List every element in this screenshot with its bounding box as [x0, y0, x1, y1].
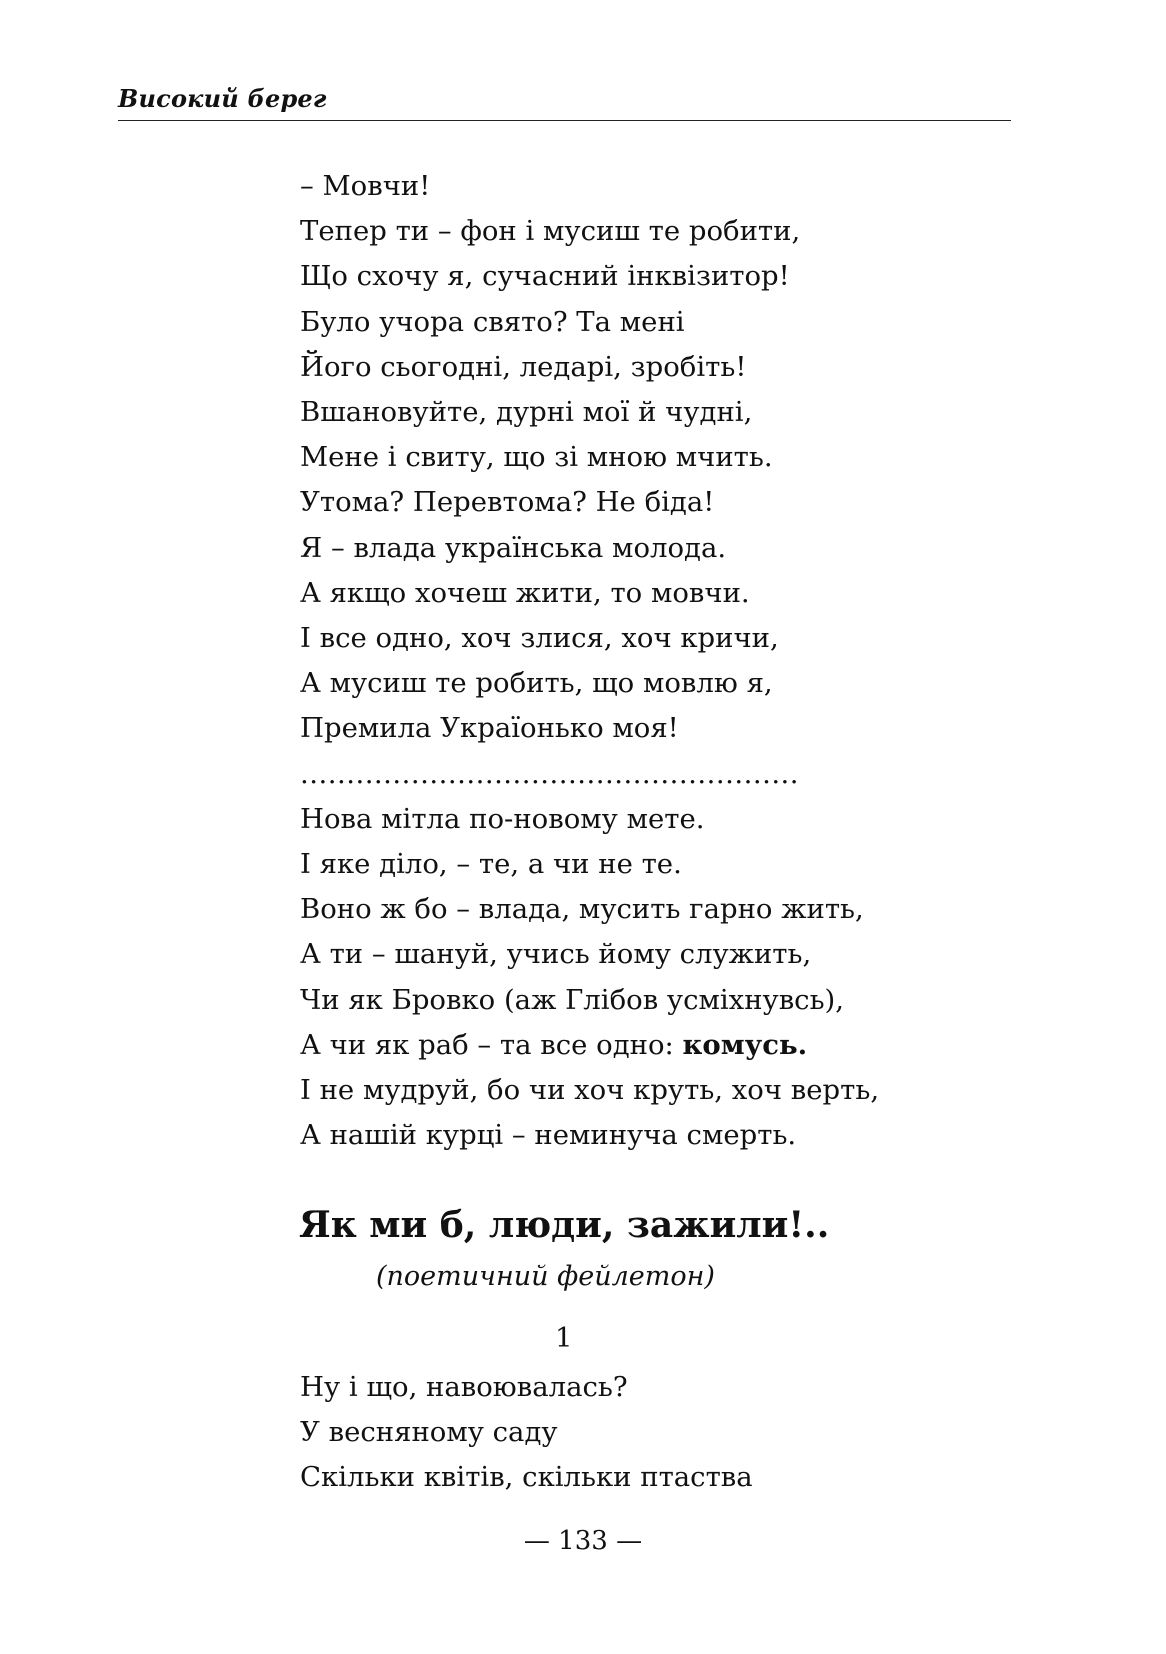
poem-line: Мене і свиту, що зі мною мчить.	[300, 441, 773, 474]
poem-block	[300, 164, 879, 1158]
ellipsis-separator: ......................................................	[300, 757, 800, 790]
emphasized-word: комусь.	[682, 1028, 808, 1061]
poem-line: Я – влада українська молода.	[300, 531, 727, 564]
header-divider	[118, 120, 1011, 121]
running-head-title: Високий берег	[118, 84, 327, 113]
poem-line: І все одно, хоч злися, хоч кричи,	[300, 622, 779, 655]
poem-line: Ну і що, навоювалась?	[300, 1371, 628, 1403]
poem-line-prefix: А чи як раб – та все одно:	[300, 1028, 683, 1061]
poem-line: А нашій курці – неминуча смерть.	[300, 1119, 797, 1152]
poem-line: Воно ж бо – влада, мусить гарно жить,	[300, 893, 864, 926]
poem-line: Нова мітла по-новому мете.	[300, 802, 705, 835]
poem-line: Вшановуйте, дурні мої й чудні,	[300, 396, 753, 429]
poem-line: Утома? Перевтома? Не біда!	[300, 486, 715, 519]
page-number: — 133 —	[523, 1526, 643, 1556]
poem-line: Чи як Бровко (аж Глібов усміхнувсь),	[300, 983, 845, 1016]
poem-line: І не мудруй, бо чи хоч круть, хоч верть,	[300, 1074, 880, 1107]
part-number: 1	[555, 1322, 573, 1354]
poem-line: Скільки квітів, скільки птаства	[300, 1461, 753, 1494]
poem-line: А ти – шануй, учись йому служить,	[300, 938, 812, 971]
poem-line: Його сьогодні, ледарі, зробіть!	[300, 350, 747, 383]
poem-block-2	[300, 1365, 753, 1501]
section-subtitle: (поетичний фейлетон)	[376, 1261, 715, 1292]
poem-line: У весняному саду	[300, 1416, 558, 1449]
poem-line: Було учора свято? Та мені	[300, 305, 685, 338]
poem-line: І яке діло, – те, а чи не те.	[300, 848, 682, 881]
poem-line: – Мовчи!	[300, 170, 431, 202]
poem-line: Що схочу я, сучасний інквізитор!	[300, 260, 790, 293]
section-title: Як ми б, люди, зажили!..	[299, 1204, 830, 1246]
poem-line-emphasis	[300, 1023, 879, 1068]
poem-line: Премила Україонько моя!	[300, 712, 679, 745]
poem-line: А якщо хочеш жити, то мовчи.	[300, 576, 750, 609]
poem-line: Тепер ти – фон і мусиш те робити,	[300, 215, 801, 248]
poem-line: А мусиш те робить, що мовлю я,	[300, 667, 773, 700]
